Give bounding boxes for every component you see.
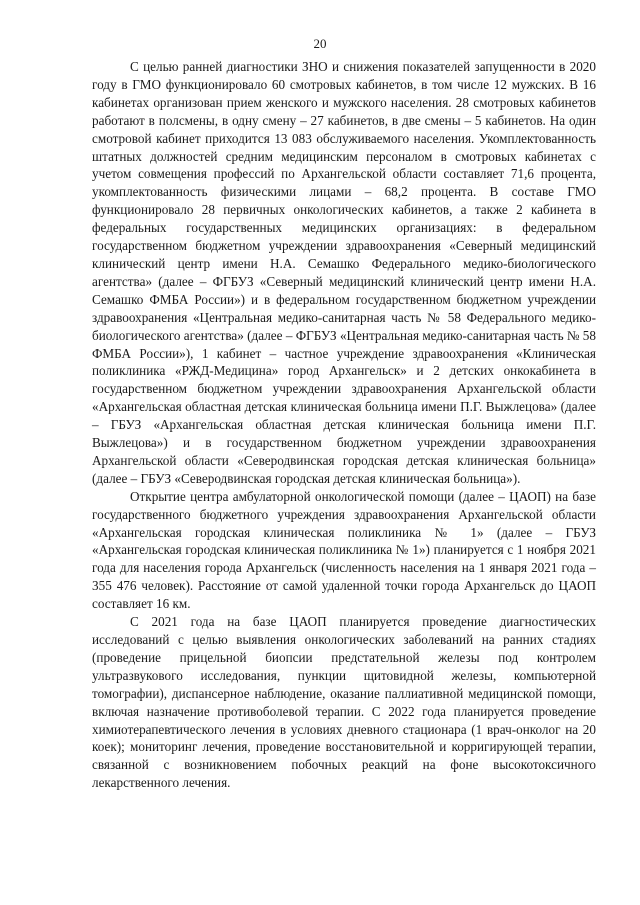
paragraph-screening-rooms: С целью ранней диагностики ЗНО и снижения показателей запущенности в 2020 году в ГМО функционировало 60 смотровых кабинетов, в том числе 12 мужских. В 16 кабинетах организован прием женского и мужского населения. 28 смотровых кабинетов работают в полсмены, в одну смену – 27 кабинетов, в две смены – 5 кабинетов. На один смотровой кабинет приходится 13 083 обслуживаемого населения. Укомплектованность штатных должностей средним медицинским персоналом в смотровых кабинетах с учетом совмещения профессий по Архангельской области составляет 71,6 процента, укомплектованность физическими лицами – 68,2 процента. В составе ГМО функционировало 28 первичных онкологических кабинетов, а также 2 кабинета в федеральных государственных медицинских организациях: в федеральном государственном бюджетном учреждении здравоохранения «Северный медицинский клинический центр имени Н.А. Семашко Федерального медико-биологического агентства» (далее – ФГБУЗ «Северный медицинский клинический центр имени Н.А. Семашко ФМБА России») и в федеральном государственном бюджетном учреждении здравоохранения «Центральная медико-санитарная часть № 58 Федерального медико-биологического агентства» (далее – ФГБУЗ «Центральная медико-санитарная часть № 58 ФМБА России»), 1 кабинет – частное учреждение здравоохранения «Клиническая поликлиника «РЖД-Медицина» город Архангельск» и 2 детских онкокабинета в государственном бюджетном учреждении здравоохранения Архангельской области «Архангельская областная детская клиническая больница имени П.Г. Выжлецова» (далее – ГБУЗ «Архангельская областная детская клиническая больница имени П.Г. Выжлецова») и в государственном бюджетном учреждении здравоохранения Архангельской области «Северодвинская городская детская клиническая больница» (далее – ГБУЗ «Северодвинская городская детская клиническая больница»). [92,59,596,486]
page-number: 20 [313,36,327,51]
body-text [92,58,596,792]
paragraph-outpatient-center-services: С 2021 года на базе ЦАОП планируется проведение диагностических исследований с целью выявления онкологических заболеваний на ранних стадиях (проведение прицельной биопсии предстательной железы под контролем ультразвукового исследования, пункции щитовидной железы, компьютерной томографии), диспансерное наблюдение, оказание паллиативной медицинской помощи, включая назначение противоболевой терапии. С 2022 года планируется проведение химиотерапевтического лечения в условиях дневного стационара (1 врач-онколог на 20 коек); мониторинг лечения, проведение восстановительной и корригирующей терапии, связанной с возникновением побочных реакций на фоне высокотоксичного лекарственного лечения. [92,614,596,791]
paragraph-outpatient-center-opening: Открытие центра амбулаторной онкологической помощи (далее – ЦАОП) на базе государственного бюджетного учреждения здравоохранения Архангельской области «Архангельская городская клиническая поликлиника № 1» (далее – ГБУЗ «Архангельская городская клиническая поликлиника № 1») планируется с 1 ноября 2021 года для населения города Архангельск (численность населения на 1 января 2021 года – 355 476 человек). Расстояние от самой удаленной точки города Архангельск до ЦАОП составляет 16 км. [92,488,596,612]
